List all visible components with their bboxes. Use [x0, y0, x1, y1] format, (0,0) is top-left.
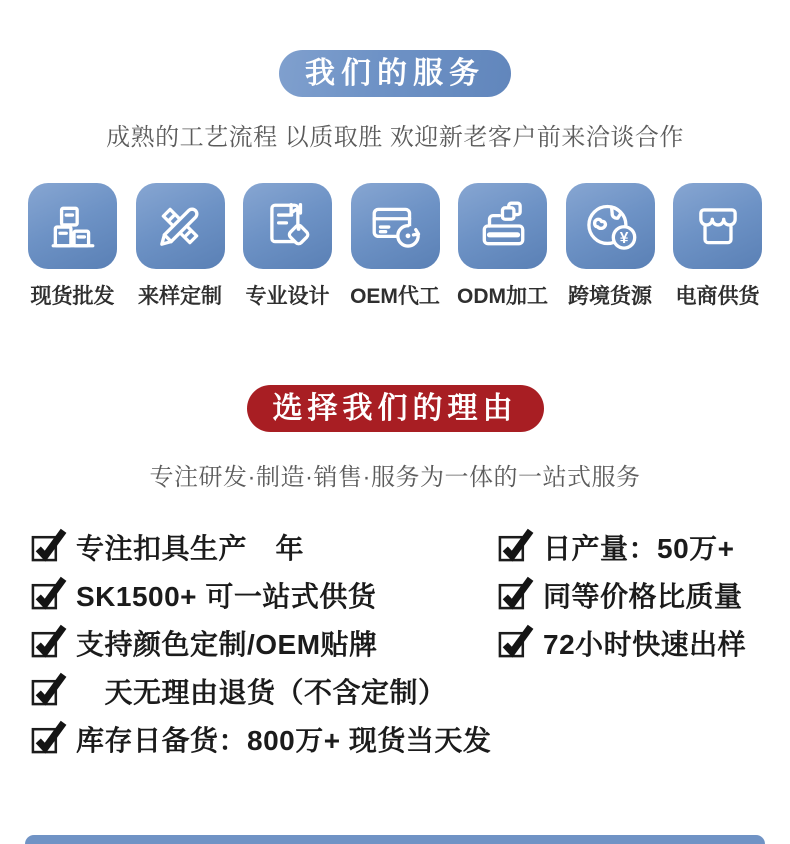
service-item: [243, 183, 332, 310]
checklist-item-text: 同等价格比质量: [543, 581, 743, 612]
svg-text:¥: ¥: [619, 230, 629, 248]
service-tiles-row: [28, 183, 762, 310]
checklist-item: [497, 571, 746, 619]
reasons-subtitle-row: [0, 457, 790, 492]
checked-checkbox-icon: [497, 526, 534, 563]
globe-currency-icon: [583, 199, 637, 253]
checklist-item: [497, 523, 746, 571]
checklist-item-text: 72小时快速出样: [543, 629, 747, 660]
service-tile-label: OEM代工: [350, 285, 440, 308]
checklist-item: [30, 667, 790, 715]
service-item: [136, 183, 225, 310]
reasons-subtitle: 专注研发·制造·销售·服务为一体的一站式服务: [149, 464, 641, 491]
checked-checkbox-icon: [30, 574, 67, 611]
checklist-item-text: 专注扣具生产 年: [76, 533, 305, 564]
checked-checkbox-icon: [30, 670, 67, 707]
checklist-item-text: 支持颜色定制/OEM贴牌: [76, 629, 378, 660]
service-tile-label: 现货批发: [30, 285, 115, 308]
stacked-boxes-icon: [46, 199, 100, 253]
reasons-checklist: [30, 523, 790, 763]
document-tag-icon: [261, 199, 315, 253]
checklist-item: [30, 715, 790, 763]
checklist-item-text: 日产量：50万+: [543, 533, 735, 564]
checked-checkbox-icon: [30, 718, 67, 755]
services-subtitle: 成熟的工艺流程 以质取胜 欢迎新老客户前来洽谈合作: [106, 124, 684, 151]
storefront-icon: [691, 199, 745, 253]
printer-copies-icon: [476, 199, 530, 253]
reasons-banner: 选择我们的理由: [247, 385, 544, 432]
checklist-item-text: 天无理由退货（不含定制）: [76, 677, 447, 708]
checklist-item-text: SK1500+ 可一站式供货: [76, 581, 377, 612]
service-tile-label: 来样定制: [138, 285, 222, 308]
checked-checkbox-icon: [497, 622, 534, 659]
checked-checkbox-icon: [497, 574, 534, 611]
services-banner: 我们的服务: [279, 50, 511, 97]
checked-checkbox-icon: [30, 526, 67, 563]
next-section-banner-edge: [25, 835, 765, 844]
service-tile: [136, 183, 225, 269]
service-tile-label: ODM加工: [457, 285, 548, 308]
service-item: [673, 183, 762, 310]
service-tile-label: 跨境货源: [568, 285, 652, 308]
service-item: [458, 183, 547, 310]
service-tile-label: 专业设计: [245, 285, 330, 308]
service-tile: [351, 183, 440, 269]
checklist-item: [497, 619, 746, 667]
services-subtitle-row: [0, 117, 790, 152]
service-tile: [566, 183, 655, 269]
checklist-right-column: [497, 523, 746, 667]
card-refresh-icon: [368, 199, 422, 253]
checked-checkbox-icon: [30, 622, 67, 659]
service-tile-label: 电商供货: [675, 285, 760, 308]
service-item: [28, 183, 117, 310]
service-item: [566, 183, 655, 310]
reasons-section-header: [0, 385, 790, 432]
service-tile: [243, 183, 332, 269]
checklist-item-text: 库存日备货：800万+ 现货当天发: [76, 725, 492, 756]
service-tile: [28, 183, 117, 269]
service-tile: [458, 183, 547, 269]
service-tile: [673, 183, 762, 269]
services-section-header: [0, 50, 790, 97]
service-item: [351, 183, 440, 310]
pencil-ruler-icon: [153, 199, 207, 253]
